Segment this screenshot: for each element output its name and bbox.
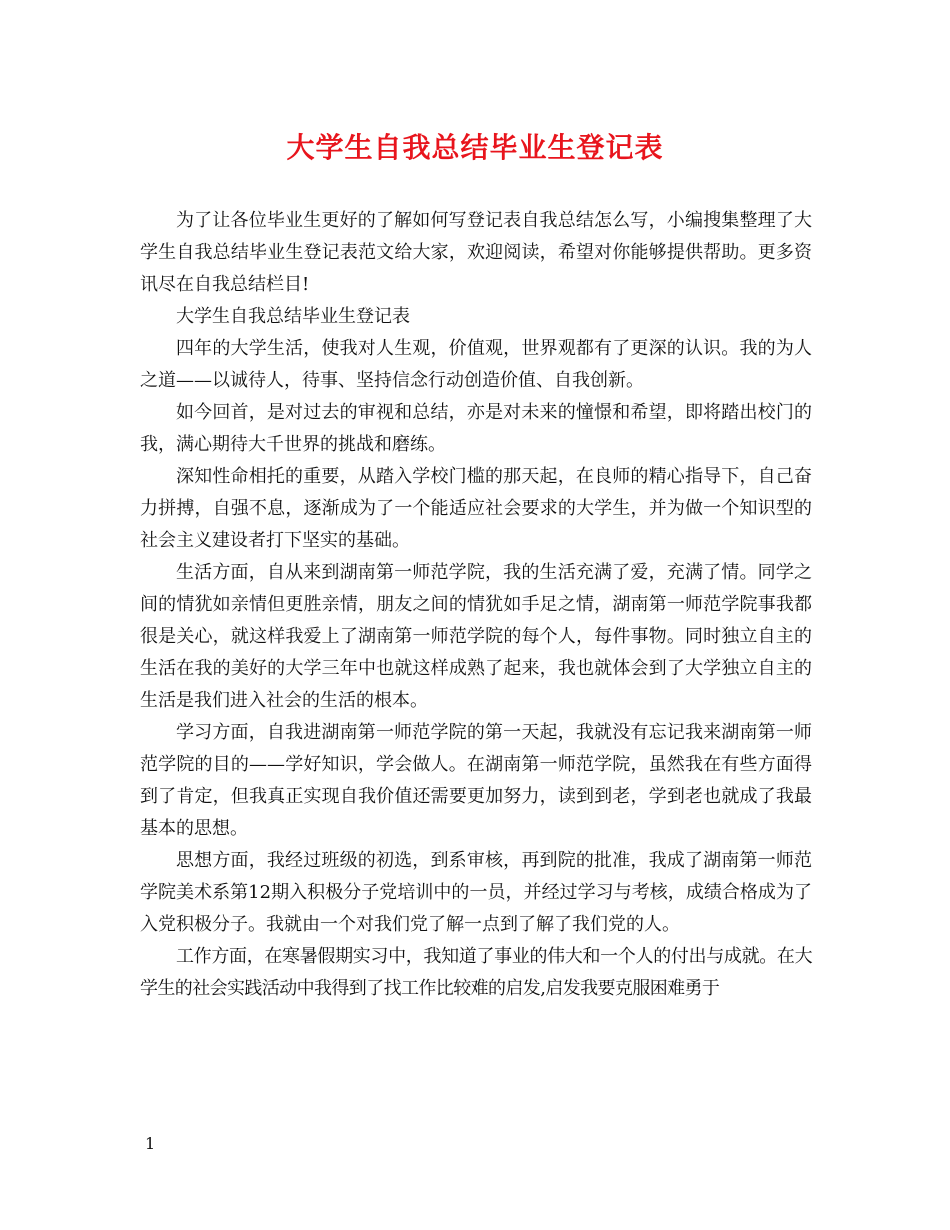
paragraph-work: 工作方面，在寒暑假期实习中，我知道了事业的伟大和一个人的付出与成就。在大学生的社会实践活动中我得到了找工作比较难的启发,启发我要克服困难勇于 — [140, 946, 812, 999]
paragraph-study: 学习方面，自我进湖南第一师范学院的第一天起，我就没有忘记我来湖南第一师范学院的目的——学好知识，学会做人。在湖南第一师范学院，虽然我在有些方面得到了肯定，但我真正实现自我价值还需要更加努力，读到到老，学到老也就成了我最基本的思想。 — [140, 722, 812, 839]
page-number: 1 — [145, 1134, 156, 1153]
paragraph-intro: 为了让各位毕业生更好的了解如何写登记表自我总结怎么写，小编搜集整理了大学生自我总结毕业生登记表范文给大家，欢迎阅读，希望对你能够提供帮助。更多资讯尽在自我总结栏目! — [140, 210, 812, 295]
document-body — [140, 205, 812, 1005]
paragraph-life: 生活方面，自从来到湖南第一师范学院，我的生活充满了爱，充满了情。同学之间的情犹如亲情但更胜亲情，朋友之间的情犹如手足之情，湖南第一师范学院事我都很是关心，就这样我爱上了湖南第一师范学院的每个人，每件事物。同时独立自主的生活在我的美好的大学三年中也就这样成熟了起来，我也就体会到了大学独立自主的生活是我们进入社会的生活的根本。 — [140, 562, 812, 711]
paragraph-subheading: 大学生自我总结毕业生登记表 — [176, 306, 410, 327]
document-title: 大学生自我总结毕业生登记表 — [286, 131, 664, 164]
paragraph-worldview: 四年的大学生活，使我对人生观，价值观，世界观都有了更深的认识。我的为人之道——以诚待人，待事、坚持信念行动创造价值、自我创新。 — [140, 338, 812, 391]
paragraph-review: 如今回首，是对过去的审视和总结，亦是对未来的憧憬和希望，即将踏出校门的我，满心期待大千世界的挑战和磨练。 — [140, 402, 812, 455]
paragraph-effort: 深知性命相托的重要，从踏入学校门槛的那天起，在良师的精心指导下，自己奋力拼搏，自强不息，逐渐成为了一个能适应社会要求的大学生，并为做一个知识型的社会主义建设者打下坚实的基础。 — [140, 466, 812, 551]
paragraph-thought: 思想方面，我经过班级的初选，到系审核，再到院的批准，我成了湖南第一师范学院美术系第12期入积极分子党培训中的一员，并经过学习与考核，成绩合格成为了入党积极分子。我就由一个对我们党了解一点到了解了我们党的人。 — [140, 850, 812, 935]
